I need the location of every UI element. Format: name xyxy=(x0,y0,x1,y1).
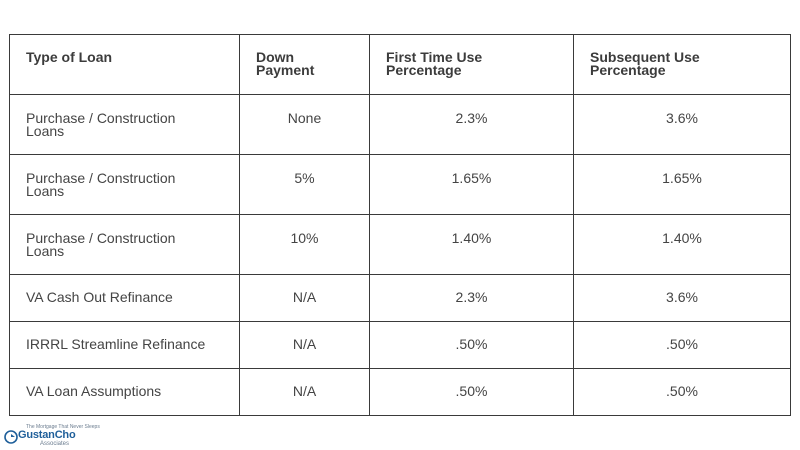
header-subsequent-use: Subsequent Use Percentage xyxy=(574,35,791,95)
logo-tagline: The Mortgage That Never Sleeps xyxy=(26,424,100,430)
cell-subsequent-use: 1.65% xyxy=(574,155,791,215)
cell-subsequent-use: .50% xyxy=(574,322,791,369)
cell-loan-type: IRRRL Streamline Refinance xyxy=(10,322,240,369)
header-first-time-use: First Time Use Percentage xyxy=(370,35,574,95)
company-logo xyxy=(4,424,100,448)
header-down-payment: Down Payment xyxy=(240,35,370,95)
cell-loan-type: VA Loan Assumptions xyxy=(10,369,240,416)
va-funding-fee-table xyxy=(9,34,791,416)
table-row xyxy=(10,215,791,275)
cell-down-payment: N/A xyxy=(240,275,370,322)
cell-first-time-use: 2.3% xyxy=(370,95,574,155)
logo-name: GustanCho xyxy=(18,429,76,441)
cell-down-payment: N/A xyxy=(240,369,370,416)
header-type-of-loan: Type of Loan xyxy=(10,35,240,95)
table-row xyxy=(10,369,791,416)
cell-down-payment: 10% xyxy=(240,215,370,275)
cell-subsequent-use: 3.6% xyxy=(574,275,791,322)
table-row xyxy=(10,322,791,369)
cell-first-time-use: .50% xyxy=(370,322,574,369)
cell-loan-type: Purchase / Construction Loans xyxy=(10,155,240,215)
globe-logo-icon xyxy=(4,430,18,444)
cell-down-payment: N/A xyxy=(240,322,370,369)
cell-first-time-use: 1.65% xyxy=(370,155,574,215)
cell-first-time-use: 2.3% xyxy=(370,275,574,322)
cell-loan-type: Purchase / Construction Loans xyxy=(10,95,240,155)
table-row xyxy=(10,95,791,155)
cell-loan-type: Purchase / Construction Loans xyxy=(10,215,240,275)
logo-subtitle: Associates xyxy=(40,441,70,447)
cell-subsequent-use: 1.40% xyxy=(574,215,791,275)
table-row xyxy=(10,275,791,322)
cell-subsequent-use: 3.6% xyxy=(574,95,791,155)
cell-subsequent-use: .50% xyxy=(574,369,791,416)
loan-fee-table-container xyxy=(9,34,790,414)
table-header-row xyxy=(10,35,791,95)
cell-down-payment: 5% xyxy=(240,155,370,215)
cell-first-time-use: .50% xyxy=(370,369,574,416)
cell-first-time-use: 1.40% xyxy=(370,215,574,275)
cell-loan-type: VA Cash Out Refinance xyxy=(10,275,240,322)
cell-down-payment: None xyxy=(240,95,370,155)
table-row xyxy=(10,155,791,215)
